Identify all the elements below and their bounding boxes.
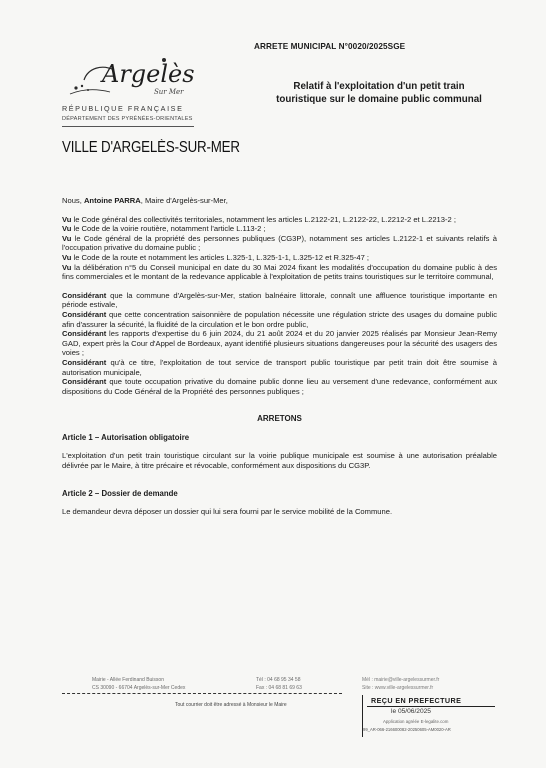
considerant-item-text: qu'à ce titre, l'exploitation de tout service de transport public touristique par petit train doit être soumise à autorisation municipale,	[62, 357, 497, 377]
vu-item-label: Vu	[62, 233, 72, 243]
article-1-title: Article 1 – Autorisation obligatoire	[62, 432, 190, 442]
article-2-text: Le demandeur devra déposer un dossier qui lui sera fourni par le service mobilité de la Commune.	[62, 507, 393, 517]
vu-item	[62, 253, 497, 263]
footer-divider	[62, 693, 342, 694]
considerant-item	[62, 377, 497, 396]
vu-item-text: le Code de la route et notamment les articles L.325-1, L.325-1-1, L.325-12 et R.325-47 ;	[71, 252, 370, 262]
considerant-item-text: que la commune d'Argelès-sur-Mer, station balnéaire littorale, connaît une affluence touristique importante en période estivale,	[62, 290, 497, 310]
considerant-item-label: Considérant	[62, 290, 107, 300]
arrete-number: ARRETE MUNICIPAL N°0020/2025SGE	[254, 42, 406, 51]
vu-item	[62, 224, 497, 234]
considerant-list	[62, 291, 497, 397]
considerant-item	[62, 329, 497, 358]
republique-francaise: RÉPUBLIQUE FRANÇAISE	[62, 104, 184, 113]
vu-item	[62, 234, 497, 253]
footer-contact	[362, 676, 439, 692]
prefecture-stamp	[362, 695, 501, 737]
title-line-1: Relatif à l'exploitation d'un petit train	[293, 81, 465, 92]
article-2-title: Article 2 – Dossier de demande	[62, 488, 178, 498]
vu-item-label: Vu	[62, 224, 72, 234]
logo-tagline: Sur Mer	[154, 88, 184, 96]
website: Site : www.ville-argelessurmer.fr	[362, 685, 434, 691]
department-name: DÉPARTEMENT DES PYRÉNÉES-ORIENTALES	[62, 116, 193, 122]
article-1-text: L'exploitation d'un petit train touristique circulant sur la voirie publique municipale est soumise à une autorisation préalable délivrée par le Maire, à titre précaire et révocable, conformément aux dispositions du CG3P.	[62, 451, 497, 471]
stamp-application: Application agréée E-legalite.com	[383, 719, 449, 724]
footer-phone	[256, 676, 302, 692]
considerant-item	[62, 358, 497, 377]
footer-note: Tout courrier doit être adressé à Monsieur le Maire	[175, 702, 287, 708]
vu-item-text: la délibération n°5 du Conseil municipal en date du 30 Mai 2024 fixant les modalités d'occupation du domaine public à des fins commerciales et le montant de la redevance applicable à l'exploitation de petits trains touristiques sur le territoire communal,	[62, 262, 497, 282]
considerant-item-label: Considérant	[62, 329, 107, 339]
address-line-2: CS 30090 - 66704 Argelès-sur-Mer Cedex	[92, 685, 186, 691]
vu-item-label: Vu	[62, 214, 72, 224]
logo-graphic	[62, 50, 212, 106]
phone-number: Tél : 04 68 95 34 58	[256, 677, 301, 683]
address-line-1: Mairie - Allée Ferdinand Buisson	[92, 677, 164, 683]
considerant-item-label: Considérant	[62, 309, 107, 319]
stamp-id: 99_AR-066-216600082-20250605-AM0020-AR	[363, 727, 451, 732]
intro-prefix: Nous,	[62, 196, 84, 205]
header-divider	[62, 126, 194, 127]
considerant-item-text: que toute occupation privative du domaine public donne lieu au versement d'une redevance, conformément aux dispositions du Code Général de la Propriété des personnes publiques ;	[62, 377, 497, 396]
logo-wordmark: Argelès	[102, 60, 195, 88]
vu-item	[62, 215, 497, 225]
considerant-item	[62, 310, 497, 329]
stamp-date: le 05/06/2025	[391, 708, 431, 715]
vu-item	[62, 263, 497, 282]
footer-address	[92, 676, 185, 692]
argeles-logo	[62, 50, 212, 106]
ville-name: VILLE D'ARGELÈS-SUR-MER	[62, 139, 240, 156]
vu-item-text: le Code de la voirie routière, notamment l'article L.113-2 ;	[71, 224, 266, 234]
vu-list	[62, 215, 497, 282]
considerant-item-text: les rapports d'expertise du 6 juin 2024, du 21 août 2024 et du 20 janvier 2025 réalisés par Monsieur Jean-Remy GAD, expert près la Cour d'Appel de Bordeaux, ayant identifié plusieurs situations dangereuses pour la sécurité des usagers des voies ;	[62, 329, 497, 358]
email-address: Mél : mairie@ville-argelessurmer.fr	[362, 677, 440, 683]
considerant-item	[62, 291, 497, 310]
considerant-item-label: Considérant	[62, 377, 107, 387]
vu-item-label: Vu	[62, 262, 72, 272]
document-body	[62, 196, 497, 517]
considerant-item-label: Considérant	[62, 357, 107, 367]
vu-item-label: Vu	[62, 252, 72, 262]
vu-item-text: le Code général des collectivités territoriales, notamment les articles L.2122-21, L.2122-22, L.2212-2 et L.2213-2 ;	[71, 214, 456, 224]
arretons-heading: ARRETONS	[257, 414, 302, 424]
intro-line	[62, 196, 497, 206]
stamp-title: REÇU EN PREFECTURE	[371, 696, 462, 705]
title-line-2: touristique sur le domaine public communal	[276, 94, 482, 105]
mayor-name: Antoine PARRA	[83, 196, 141, 205]
considerant-item-text: que cette concentration saisonnière de population nécessite une régulation stricte des usages du domaine public afin d'assurer la sécurité, la fluidité de la circulation et le bon ordre public,	[62, 309, 497, 329]
stamp-divider	[367, 706, 495, 707]
arrete-title	[248, 80, 510, 106]
intro-suffix: , Maire d'Argelès-sur-Mer,	[140, 196, 228, 205]
vu-item-text: le Code général de la propriété des personnes publiques (CG3P), notamment ses articles L.2122-1 et suivants relatifs à l'occupation privative du domaine public ;	[62, 233, 497, 253]
fax-number: Fax : 04 68 81 69 63	[256, 685, 302, 691]
